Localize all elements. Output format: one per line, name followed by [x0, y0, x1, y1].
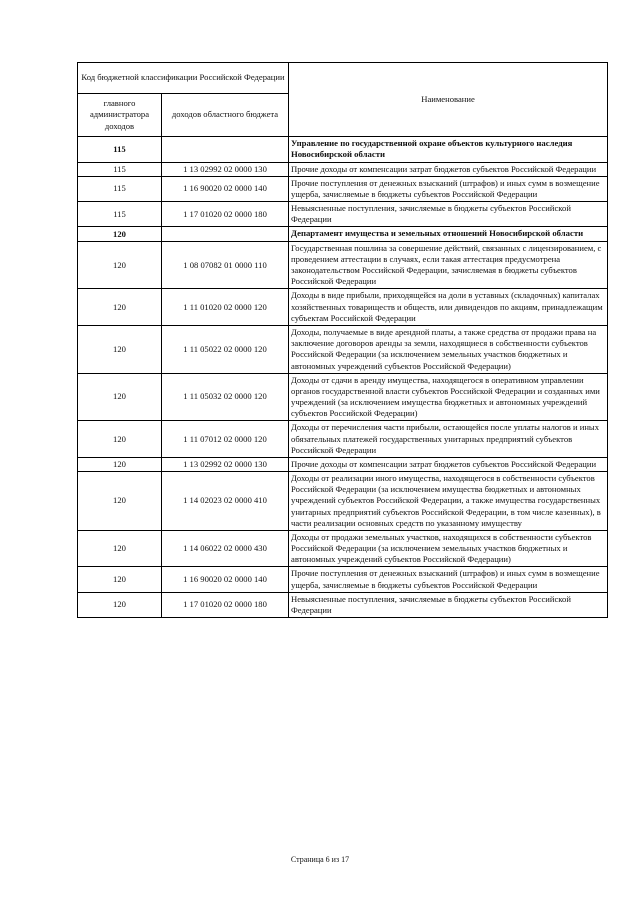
table-row	[78, 202, 608, 227]
name-cell: Доходы от продажи земельных участков, находящихся в собственности субъектов Российской Федерации (за исключением земельных участков бюджетных и автономных учреждений субъектов Российской Федерации)	[289, 530, 608, 567]
table-row	[78, 289, 608, 326]
kbk-group-header: Код бюджетной классификации Российской Федерации	[78, 63, 289, 94]
admin-code-cell: 115	[78, 137, 162, 163]
name-cell: Прочие доходы от компенсации затрат бюджетов субъектов Российской Федерации	[289, 457, 608, 471]
table-row	[78, 592, 608, 617]
table-row	[78, 567, 608, 592]
admin-code-cell: 115	[78, 162, 162, 176]
table-row	[78, 373, 608, 421]
income-code-cell: 1 11 05032 02 0000 120	[162, 373, 289, 421]
name-cell: Прочие доходы от компенсации затрат бюджетов субъектов Российской Федерации	[289, 162, 608, 176]
admin-code-cell: 120	[78, 457, 162, 471]
income-code-cell: 1 11 07012 02 0000 120	[162, 421, 289, 458]
admin-code-cell: 120	[78, 592, 162, 617]
income-code-cell: 1 16 90020 02 0000 140	[162, 567, 289, 592]
admin-code-cell: 115	[78, 176, 162, 201]
income-code-cell: 1 11 01020 02 0000 120	[162, 289, 289, 326]
income-code-cell: 1 11 05022 02 0000 120	[162, 326, 289, 374]
income-code-cell: 1 16 90020 02 0000 140	[162, 176, 289, 201]
table-row	[78, 241, 608, 289]
admin-code-cell: 120	[78, 472, 162, 531]
name-cell: Доходы от сдачи в аренду имущества, находящегося в оперативном управлении органов государственной власти субъектов Российской Федерации и созданных ими учреждений (за исключением имущества бюджетных и автономных учреждений субъектов Российской Федерации)	[289, 373, 608, 421]
name-cell: Прочие поступления от денежных взысканий (штрафов) и иных сумм в возмещение ущерба, зачисляемые в бюджеты субъектов Российской Федерации	[289, 567, 608, 592]
admin-code-cell: 120	[78, 289, 162, 326]
income-code-cell: 1 17 01020 02 0000 180	[162, 202, 289, 227]
table-row	[78, 530, 608, 567]
income-code-cell	[162, 137, 289, 163]
table-row	[78, 162, 608, 176]
name-cell: Невыясненные поступления, зачисляемые в бюджеты субъектов Российской Федерации	[289, 592, 608, 617]
admin-code-cell: 120	[78, 530, 162, 567]
name-cell: Доходы в виде прибыли, приходящейся на доли в уставных (складочных) капиталах хозяйственных товариществ и обществ, или дивидендов по акциям, принадлежащим субъектам Российской Федерации	[289, 289, 608, 326]
table-row	[78, 176, 608, 201]
income-code-cell: 1 13 02992 02 0000 130	[162, 162, 289, 176]
admin-code-cell: 115	[78, 202, 162, 227]
table-row-group	[78, 227, 608, 241]
name-cell: Доходы от реализации иного имущества, находящегося в собственности субъектов Российской Федерации (за исключением имущества бюджетных и автономных учреждений субъектов Российской Федерации, а также имущества государственных унитарных предприятий субъектов Российской Федерации, в том числе казенных), в части реализации основных средств по указанному имуществу	[289, 472, 608, 531]
name-cell: Управление по государственной охране объектов культурного наследия Новосибирской области	[289, 137, 608, 163]
name-cell: Доходы от перечисления части прибыли, остающейся после уплаты налогов и иных обязательных платежей государственных унитарных предприятий субъектов Российской Федерации	[289, 421, 608, 458]
admin-code-cell: 120	[78, 326, 162, 374]
income-code-cell: 1 14 02023 02 0000 410	[162, 472, 289, 531]
income-code-header: доходов областного бюджета	[162, 94, 289, 137]
name-cell: Невыясненные поступления, зачисляемые в бюджеты субъектов Российской Федерации	[289, 202, 608, 227]
admin-code-cell: 120	[78, 241, 162, 289]
table-row-group	[78, 137, 608, 163]
income-code-cell: 1 17 01020 02 0000 180	[162, 592, 289, 617]
income-code-cell: 1 13 02992 02 0000 130	[162, 457, 289, 471]
table-row	[78, 457, 608, 471]
table-row	[78, 326, 608, 374]
name-cell: Департамент имущества и земельных отношений Новосибирской области	[289, 227, 608, 241]
income-code-cell	[162, 227, 289, 241]
admin-code-header: главного администратора доходов	[78, 94, 162, 137]
admin-code-cell: 120	[78, 227, 162, 241]
name-header: Наименование	[289, 63, 608, 137]
income-code-cell: 1 14 06022 02 0000 430	[162, 530, 289, 567]
admin-code-cell: 120	[78, 373, 162, 421]
name-cell: Доходы, получаемые в виде арендной платы, а также средства от продажи права на заключение договоров аренды за земли, находящиеся в собственности субъектов Российской Федерации (за исключением земельных участков бюджетных и автономных учреждений субъектов Российской Федерации)	[289, 326, 608, 374]
name-cell: Прочие поступления от денежных взысканий (штрафов) и иных сумм в возмещение ущерба, зачисляемые в бюджеты субъектов Российской Федерации	[289, 176, 608, 201]
page-number: Страница 6 из 17	[290, 855, 350, 864]
income-code-cell: 1 08 07082 01 0000 110	[162, 241, 289, 289]
budget-classification-table	[77, 62, 608, 618]
admin-code-cell: 120	[78, 567, 162, 592]
table-row	[78, 421, 608, 458]
admin-code-cell: 120	[78, 421, 162, 458]
name-cell: Государственная пошлина за совершение действий, связанных с лицензированием, с проведением аттестации в случаях, если такая аттестация предусмотрена законодательством Российской Федерации, зачисляемая в бюджеты субъектов Российской Федерации	[289, 241, 608, 289]
table-row	[78, 472, 608, 531]
